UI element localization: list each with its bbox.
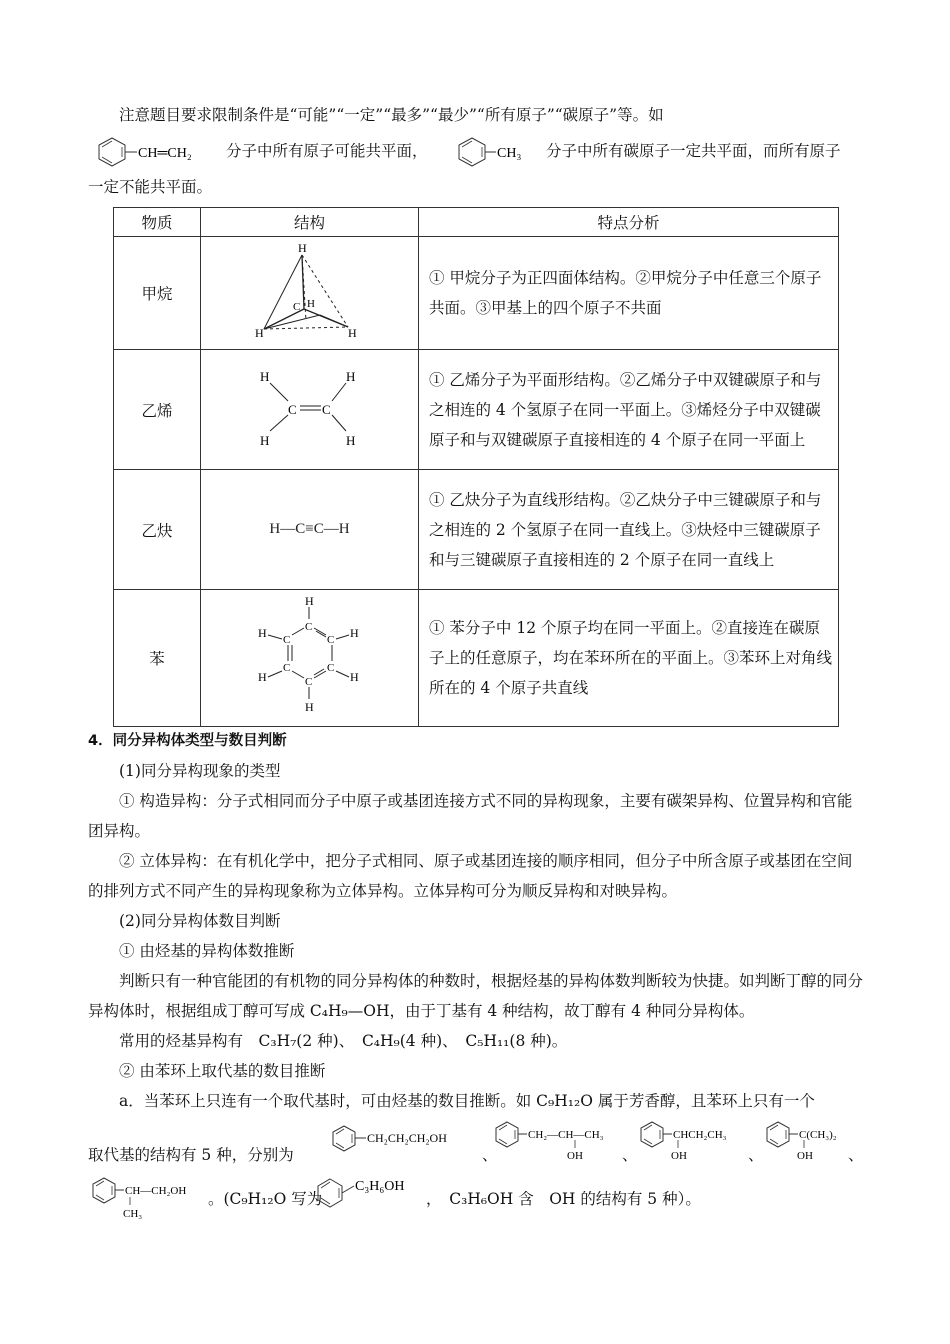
- sub3-oh: OH: [671, 1150, 687, 1162]
- svg-text:C: C: [292, 301, 300, 313]
- row-desc: ① 乙烯分子为平面形结构。②乙烯分子中双键碳原子和与之相连的 4 个氢原子在同一平面上。③烯烃分子中双键碳原子和与双键碳原子直接相连的 4 个原子在同一平面上: [419, 350, 839, 470]
- acetylene-formula: H—C≡C—H: [201, 470, 419, 590]
- styrene-label: CH═CH₂: [138, 146, 192, 161]
- svg-text:H: H: [254, 326, 264, 340]
- svg-text:H: H: [304, 700, 314, 714]
- row-name: 甲烷: [114, 237, 201, 350]
- svg-text:C: C: [282, 634, 290, 646]
- intro-line-1: 注意题目要求限制条件是“可能”“一定”“最多”“最少”“所有原子”“碳原子”等。如: [119, 106, 664, 124]
- sub1-text: CH₂CH₂CH₂OH: [367, 1131, 447, 1145]
- methane-structure-cell: [201, 237, 419, 350]
- svg-text:C: C: [287, 401, 297, 417]
- substituent-3: [636, 1118, 746, 1162]
- svg-text:H: H: [297, 241, 307, 255]
- table-row: [114, 350, 839, 470]
- para-single-substituent: a．当苯环上只连有一个取代基时，可由烃基的数目推断。如 C₉H₁₂O 属于芳香醇，且苯环上只有一个: [119, 1092, 815, 1110]
- last-line-a: 。(C₉H₁₂O 写为: [208, 1190, 323, 1208]
- separator: 、: [622, 1146, 638, 1164]
- intro-mid-1: 分子中所有原子可能共平面，: [226, 142, 428, 160]
- para-count: (2)同分异构体数目判断: [119, 912, 281, 930]
- para-butanol: 判断只有一种官能团的有机物的同分异构体的种数时，根据烃基的异构体数判断较为快捷。如判断丁醇的同分异构体时，根据组成丁醇可写成 C₄H₉—OH，由于丁基有 4 种结构，故丁醇有 4 种同分异构体。: [88, 972, 864, 1020]
- svg-text:H: H: [349, 626, 359, 640]
- para-by-alkyl: ① 由烃基的异构体数推断: [119, 942, 295, 960]
- styrene-structure: [92, 134, 220, 168]
- svg-text:C: C: [326, 634, 334, 646]
- para-common-alkyls: 常用的烃基异构有 C₃H₇(2 种)、 C₄H₉(4 种)、 C₅H₁₁(8 种)。: [119, 1032, 568, 1050]
- svg-text:C: C: [304, 621, 312, 633]
- table-row: [114, 470, 839, 590]
- separator: 、: [848, 1146, 864, 1164]
- sub3-text: CHCH₂CH₃: [673, 1129, 727, 1141]
- sub5-ch3: CH₃: [123, 1208, 143, 1220]
- benzene-structure-cell: [201, 590, 419, 727]
- sub4-text: C(CH₃)₂: [799, 1129, 837, 1141]
- ethylene-structure: [250, 365, 370, 451]
- row-name: 乙烯: [114, 350, 201, 470]
- svg-text:H: H: [304, 594, 314, 608]
- last-line-b: ， C₃H₆OH 含 OH 的结构有 5 种）。: [426, 1190, 701, 1208]
- section-heading: 4．同分异构体类型与数目判断: [88, 733, 287, 749]
- header-structure: 结构: [201, 208, 419, 237]
- intro-line-3: 一定不能共平面。: [88, 178, 213, 196]
- sub5-text: CH—CH₂OH: [125, 1185, 187, 1197]
- svg-text:H: H: [345, 432, 355, 448]
- intro-line-2: [88, 136, 864, 170]
- intro-mid-2: 分子中所有碳原子一定共平面，而所有原子: [546, 142, 841, 160]
- header-analysis: 特点分析: [419, 208, 839, 237]
- substituent-4: [762, 1118, 862, 1162]
- phenyl-c3h6oh: [314, 1174, 424, 1214]
- header-substance: 物质: [114, 208, 201, 237]
- svg-text:C: C: [282, 662, 290, 674]
- ethylene-structure-cell: [201, 350, 419, 470]
- svg-text:H: H: [306, 298, 315, 310]
- separator: 、: [748, 1146, 764, 1164]
- svg-text:C: C: [304, 676, 312, 688]
- svg-text:C: C: [326, 662, 334, 674]
- substituent-1: [328, 1122, 478, 1162]
- para-constitutional: ① 构造异构：分子式相同而分子中原子或基团连接方式不同的异构现象，主要有碳架异构、位置异构和官能团异构。: [88, 792, 853, 840]
- substituent-lead: 取代基的结构有 5 种，分别为: [88, 1146, 294, 1164]
- row-desc: ① 乙炔分子为直线形结构。②乙炔分子中三键碳原子和与之相连的 2 个氢原子在同一直线上。③炔烃中三键碳原子和与三键碳原子直接相连的 2 个原子在同一直线上: [419, 470, 839, 590]
- svg-text:H: H: [345, 368, 355, 384]
- benzene-structure: [250, 593, 370, 719]
- svg-text:H: H: [259, 432, 269, 448]
- toluene-label: CH₃: [497, 146, 522, 161]
- svg-text:H: H: [259, 368, 269, 384]
- row-name: 苯: [114, 590, 201, 727]
- sub4-oh: OH: [797, 1150, 813, 1162]
- para-stereo: ② 立体异构：在有机化学中，把分子式相同、原子或基团连接的顺序相同，但分子中所含原子或基团在空间的排列方式不同产生的异构现象称为立体异构。立体异构可分为顺反异构和对映异构。: [88, 852, 853, 900]
- substituent-2: [491, 1118, 619, 1162]
- methane-structure: [250, 239, 370, 343]
- svg-text:H: H: [347, 326, 357, 340]
- svg-text:C: C: [321, 401, 331, 417]
- row-name: 乙炔: [114, 470, 201, 590]
- substituent-structures-line: [88, 1118, 864, 1170]
- separator: 、: [482, 1146, 498, 1164]
- para-types: (1)同分异构现象的类型: [119, 762, 281, 780]
- sub2-text: CH₂—CH—CH₃: [528, 1129, 604, 1141]
- svg-text:H: H: [349, 670, 359, 684]
- table-row: [114, 237, 839, 350]
- substituent-5: [88, 1172, 212, 1220]
- sub2-oh: OH: [567, 1150, 583, 1162]
- table-header-row: [114, 208, 839, 237]
- toluene-structure: [452, 134, 544, 168]
- para-by-substituent: ② 由苯环上取代基的数目推断: [119, 1062, 326, 1080]
- last-line: [88, 1172, 864, 1222]
- structure-table: [113, 207, 839, 727]
- svg-text:H: H: [257, 670, 267, 684]
- group-text: C₃H₆OH: [355, 1179, 405, 1194]
- svg-text:H: H: [257, 626, 267, 640]
- row-desc: ① 甲烷分子为正四面体结构。②甲烷分子中任意三个原子共面。③甲基上的四个原子不共面: [419, 237, 839, 350]
- table-row: [114, 590, 839, 727]
- row-desc: ① 苯分子中 12 个原子均在同一平面上。②直接连在碳原子上的任意原子，均在苯环所在的平面上。③苯环上对角线所在的 4 个原子共直线: [419, 590, 839, 727]
